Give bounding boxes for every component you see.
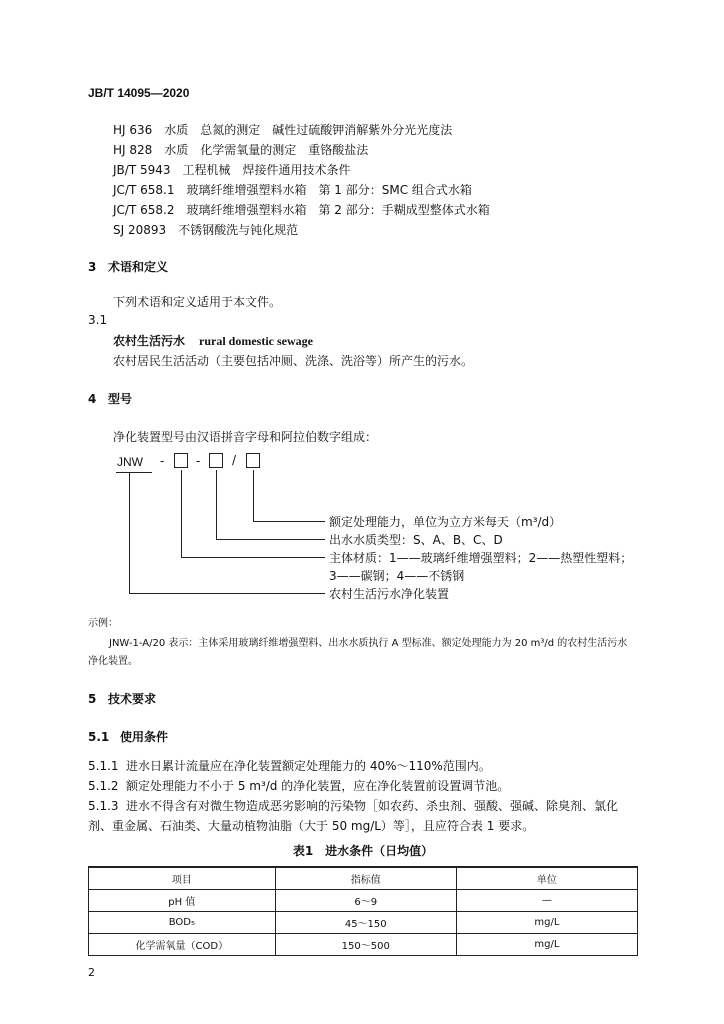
section-title: 术语和定义 bbox=[108, 260, 169, 274]
term-chinese: 农村生活污水 bbox=[113, 334, 186, 348]
capacity-label: 额定处理能力，单位为立方米每天（m³/d） bbox=[329, 515, 562, 529]
table-row bbox=[89, 890, 638, 912]
leader-line bbox=[181, 557, 325, 558]
reference-item: JC/T 658.2 玻璃纤维增强塑料水箱 第 2 部分：手糊成型整体式水箱 bbox=[113, 203, 490, 217]
leader-line bbox=[129, 593, 325, 594]
section-number: 5 bbox=[88, 692, 97, 706]
clause-text: 额定处理能力不小于 5 m³/d 的净化装置，应在净化装置前设置调节池。 bbox=[126, 779, 510, 793]
reference-item: HJ 636 水质 总氮的测定 碱性过硫酸钾消解紫外分光光度法 bbox=[113, 123, 453, 137]
section-number: 4 bbox=[88, 392, 97, 406]
clause-5-1-2 bbox=[88, 777, 509, 794]
reference-item: SJ 20893 不锈钢酸洗与钝化规范 bbox=[113, 223, 299, 237]
clause-5-1-3 bbox=[88, 797, 618, 814]
table-cell: mg/L bbox=[456, 934, 637, 956]
leader-line bbox=[181, 470, 182, 558]
subsection-number: 5.1 bbox=[88, 730, 110, 744]
table-intake-conditions bbox=[88, 866, 638, 956]
document-code: JB/T 14095—2020 bbox=[88, 86, 190, 100]
table-cell: pH 值 bbox=[89, 890, 276, 912]
section-4-intro: 净化装置型号由汉语拼音字母和阿拉伯数字组成： bbox=[113, 430, 378, 444]
clause-number: 5.1.1 bbox=[88, 759, 119, 773]
example-label: 示例： bbox=[88, 618, 118, 629]
table-caption: 表1 进水条件（日均值） bbox=[292, 844, 434, 858]
subsection-5-1-heading bbox=[88, 728, 168, 745]
reference-item: HJ 828 水质 化学需氧量的测定 重铬酸盐法 bbox=[113, 143, 369, 157]
leader-line bbox=[253, 470, 254, 522]
column-header: 单位 bbox=[456, 867, 637, 890]
section-4-heading bbox=[88, 390, 132, 407]
clause-5-1-3-continued: 剂、重金属、石油类、大量动植物油脂（大于 50 mg/L）等］，且应符合表 1 要求。 bbox=[88, 819, 535, 833]
slash-separator: / bbox=[232, 453, 237, 467]
table-row bbox=[89, 912, 638, 934]
clause-text: 进水不得含有对微生物造成恶劣影响的污染物［如农药、杀虫剂、强酸、强碱、除臭剂、氯化 bbox=[126, 799, 619, 813]
quality-type-box bbox=[209, 453, 223, 468]
leader-line bbox=[216, 470, 217, 540]
table-cell: 45～150 bbox=[275, 912, 456, 934]
dash-separator: - bbox=[196, 454, 201, 468]
table-cell: BOD₅ bbox=[89, 912, 276, 934]
material-code-box bbox=[174, 453, 188, 468]
leader-line bbox=[129, 473, 130, 594]
section-title: 型号 bbox=[108, 392, 133, 406]
table-row bbox=[89, 934, 638, 956]
clause-number: 5.1.3 bbox=[88, 799, 119, 813]
quality-type-label: 出水水质类型：S、A、B、C、D bbox=[329, 533, 503, 547]
clause-number: 3.1 bbox=[88, 313, 108, 327]
product-name-label: 农村生活污水净化装置 bbox=[329, 587, 450, 601]
reference-item: JB/T 5943 工程机械 焊接件通用技术条件 bbox=[113, 163, 351, 177]
subsection-title: 使用条件 bbox=[120, 730, 169, 744]
table-header-row bbox=[89, 867, 638, 890]
material-label-continued: 3——碳钢；4——不锈钢 bbox=[329, 569, 465, 583]
table-cell: — bbox=[456, 890, 637, 912]
example-text: JNW-1-A/20 表示：主体采用玻璃纤维增强塑料、出水水质执行 A 型标准、额定处理能力为 20 m³/d 的农村生活污水 bbox=[109, 638, 628, 649]
section-3-heading bbox=[88, 258, 168, 275]
term-entry bbox=[113, 332, 313, 349]
clause-5-1-1 bbox=[88, 757, 491, 774]
table-cell: mg/L bbox=[456, 912, 637, 934]
dash-separator: - bbox=[160, 454, 165, 468]
capacity-box bbox=[246, 453, 260, 468]
section-3-intro: 下列术语和定义适用于本文件。 bbox=[113, 295, 282, 309]
column-header: 项目 bbox=[89, 867, 276, 890]
clause-number: 5.1.2 bbox=[88, 779, 119, 793]
page-number: 2 bbox=[88, 966, 95, 979]
clause-text: 进水日累计流量应在净化装置额定处理能力的 40%～110%范围内。 bbox=[126, 759, 491, 773]
material-label: 主体材质：1——玻璃纤维增强塑料；2——热塑性塑料； bbox=[329, 551, 633, 565]
leader-line bbox=[253, 521, 325, 522]
table-cell: 6～9 bbox=[275, 890, 456, 912]
prefix-underline bbox=[116, 472, 152, 473]
section-number: 3 bbox=[88, 260, 97, 274]
model-prefix: JNW bbox=[117, 455, 143, 469]
column-header: 指标值 bbox=[275, 867, 456, 890]
section-title: 技术要求 bbox=[108, 692, 157, 706]
term-english: rural domestic sewage bbox=[199, 334, 313, 348]
example-text-continued: 净化装置。 bbox=[88, 656, 138, 667]
table-cell: 150～500 bbox=[275, 934, 456, 956]
term-definition: 农村居民生活活动（主要包括冲厕、洗涤、洗浴等）所产生的污水。 bbox=[113, 354, 474, 368]
section-5-heading bbox=[88, 690, 156, 707]
leader-line bbox=[216, 539, 325, 540]
table-cell: 化学需氧量（COD） bbox=[89, 934, 276, 956]
reference-item: JC/T 658.1 玻璃纤维增强塑料水箱 第 1 部分：SMC 组合式水箱 bbox=[113, 183, 472, 197]
